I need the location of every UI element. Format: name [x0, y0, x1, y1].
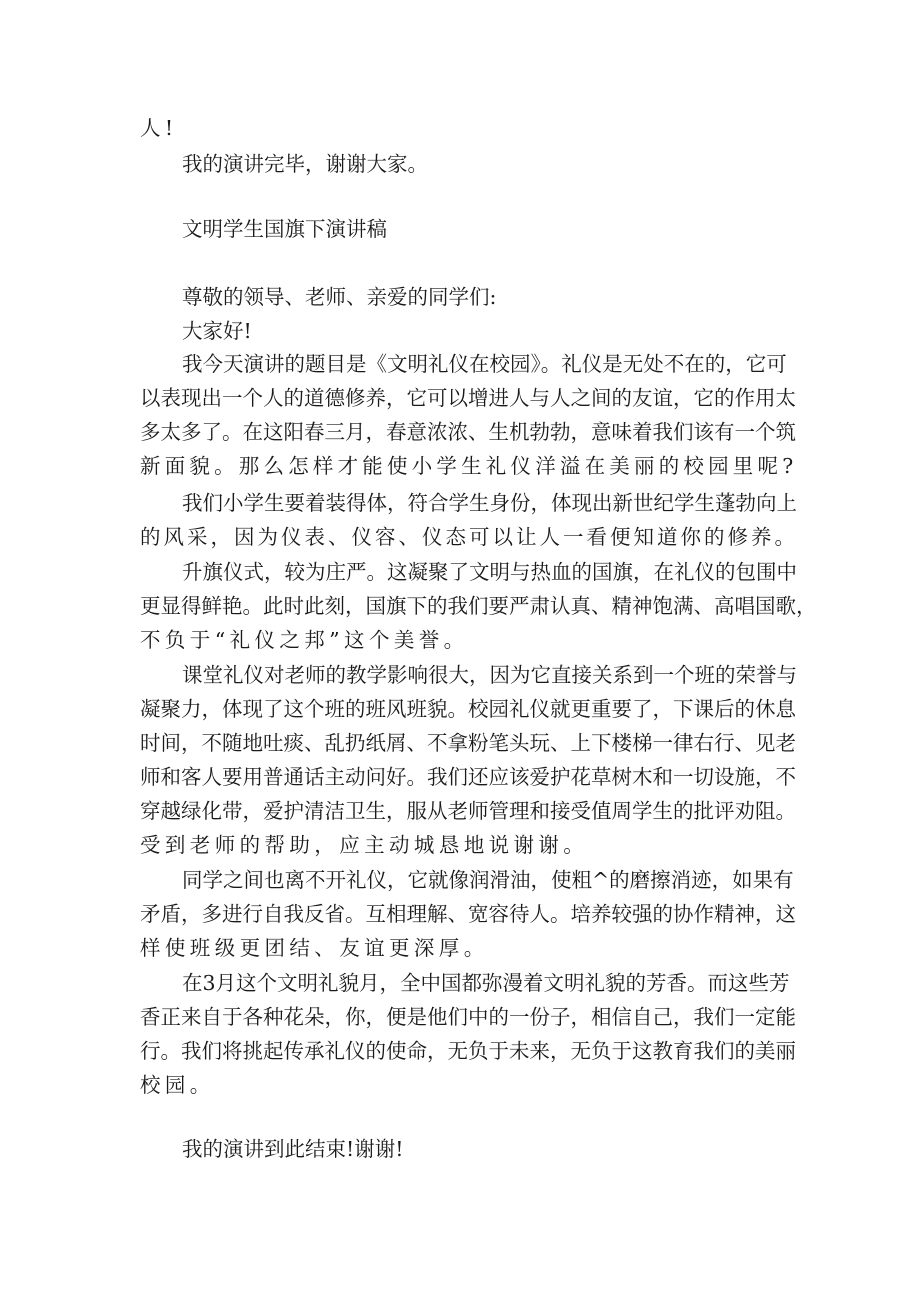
body-line: 穿越绿化带，爱护清洁卫生，服从老师管理和接受值周学生的批评劝阻。 — [140, 799, 796, 823]
body-line: 时间，不随地吐痰、乱扔纸屑、不拿粉笔头玩、上下楼梯一律右行、见老 — [140, 731, 796, 755]
body-line: 样使班级更团结、友谊更深厚。 — [140, 936, 489, 960]
body-line: 以表现出一个人的道德修养，它可以增进人与人之间的友谊，它的作用太 — [140, 386, 796, 410]
top-fragment: 人! — [140, 116, 178, 140]
body-line: 升旗仪式，较为庄严。这凝聚了文明与热血的国旗，在礼仪的包围中 — [182, 560, 797, 584]
body-line: 不负于“礼仪之邦”这个美誉。 — [140, 628, 469, 652]
body-line: 我今天演讲的题目是《文明礼仪在校园》。礼仪是无处不在的，它可 — [182, 352, 787, 376]
body-line: 矛盾，多进行自我反省。互相理解、宽容待人。培养较强的协作精神，这 — [140, 902, 796, 926]
body-line: 新面貌。那么怎样才能使小学生礼仪洋溢在美丽的校园里呢? — [140, 454, 798, 478]
salutation: 尊敬的领导、老师、亲爱的同学们: — [182, 285, 497, 309]
body-line: 更显得鲜艳。此时此刻，国旗下的我们要严肃认真、精神饱满、高唱国歌， — [140, 594, 817, 618]
body-line: 在3月这个文明礼貌月，全中国都弥漫着文明礼貌的芳香。而这些芳 — [182, 971, 790, 995]
closing-line-1: 我的演讲完毕，谢谢大家。 — [182, 152, 428, 176]
body-line: 课堂礼仪对老师的教学影响很大，因为它直接关系到一个班的荣誉与 — [182, 663, 797, 687]
body-line: 同学之间也离不开礼仪，它就像润滑油，使粗^的磨擦消迹，如果有 — [182, 868, 794, 892]
body-line: 行。我们将挑起传承礼仪的使命，无负于未来，无负于这教育我们的美丽 — [140, 1039, 796, 1063]
speech-title: 文明学生国旗下演讲稿 — [182, 217, 387, 241]
greeting: 大家好! — [182, 319, 252, 343]
body-line: 我们小学生要着装得体，符合学生身份，体现出新世纪学生蓬勃向上 — [182, 491, 797, 515]
body-line: 受到老师的帮助，应主动城恳地说谢谢。 — [140, 833, 589, 857]
body-line: 香正来自于各种花朵，你，便是他们中的一份子，相信自己，我们一定能 — [140, 1005, 796, 1029]
body-line: 多太多了。在这阳春三月，春意浓浓、生机勃勃，意味着我们该有一个筑 — [140, 420, 796, 444]
body-line: 凝聚力，体现了这个班的班风班貌。校园礼仪就更重要了，下课后的休息 — [140, 697, 796, 721]
body-line: 的风采，因为仪表、仪容、仪态可以让人一看便知道你的修养。 — [140, 525, 798, 549]
body-line: 师和客人要用普通话主动问好。我们还应该爱护花草树木和一切设施，不 — [140, 765, 796, 789]
body-line: 校园。 — [140, 1073, 215, 1097]
closing-line-2: 我的演讲到此结束!谢谢! — [182, 1137, 404, 1161]
